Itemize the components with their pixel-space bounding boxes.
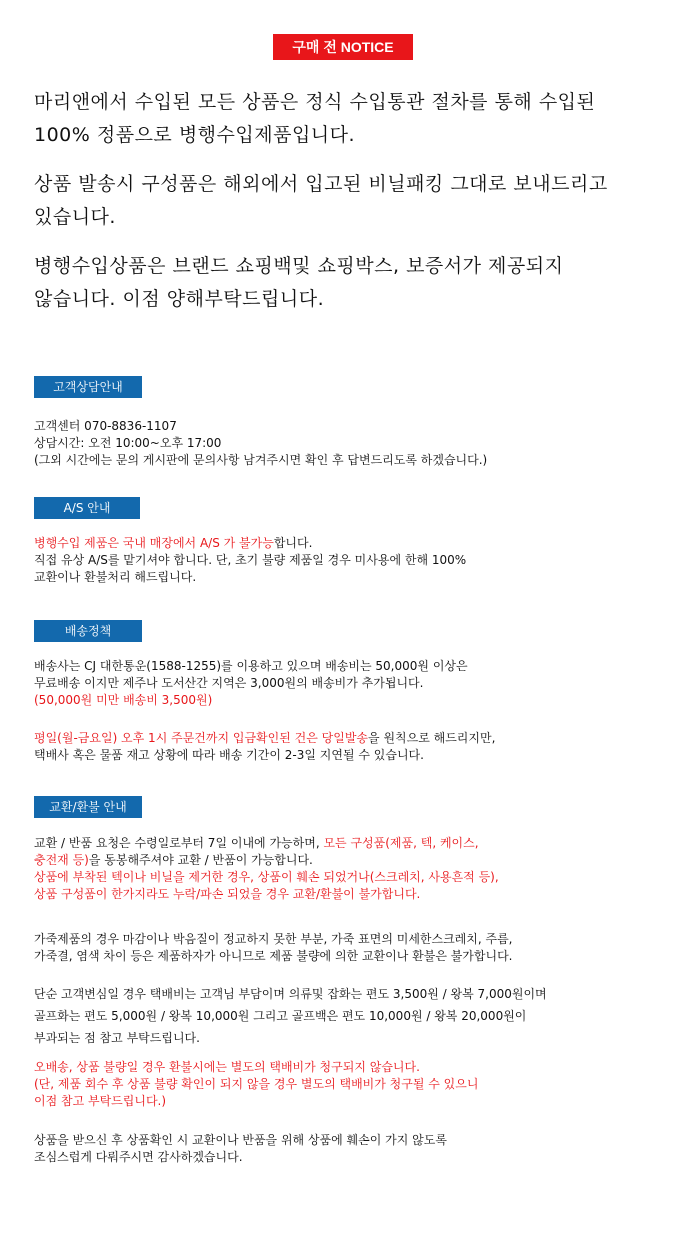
notice-badge: 구매 전 NOTICE [273,34,413,60]
shipping-line-suffix: 을 원칙으로 해드리지만, [368,731,496,745]
shipping-line: 택배사 혹은 물품 재고 상황에 따라 배송 기간이 2-3일 지연될 수 있습니다. [34,748,424,762]
cs-line: 상담시간: 오전 10:00~오후 17:00 [34,436,222,450]
exchange-components-note: 모든 구성품(제품, 텍, 케이스, [323,836,479,850]
as-line-suffix: 합니다. [273,536,313,550]
shipping-fee-note: (50,000원 미만 배송비 3,500원) [34,693,213,707]
as-line [34,535,684,552]
exchange-fees-text [34,983,684,1049]
customer-service-text [34,418,684,469]
exchange-line: 가죽결, 염색 차이 등은 제품하자가 아니므로 제품 불량에 의한 교환이나 환불은 불가합니다. [34,949,513,963]
exchange-components-note: 충전재 등) [34,853,89,867]
exchange-text-2 [34,931,684,965]
as-line: 교환이나 환불처리 해드립니다. [34,570,197,584]
exchange-line: 부과되는 점 참고 부탁드립니다. [34,1031,200,1045]
shipping-text [34,658,684,709]
intro-line: 않습니다. 이점 양해부탁드립니다. [34,288,325,310]
intro-paragraph-3 [34,250,674,316]
as-warning: 병행수입 제품은 국내 매장에서 A/S 가 불가능 [34,536,274,550]
section-heading-exchange: 교환/환불 안내 [34,796,142,818]
exchange-warning: 상품 구성품이 한가지라도 누락/파손 되었을 경우 교환/환불이 불가합니다. [34,887,421,901]
exchange-warning: (단, 제품 회수 후 상품 불량 확인이 되지 않을 경우 별도의 택배비가 청구될 수 있으니 [34,1077,479,1091]
exchange-line-suffix: 을 동봉해주셔야 교환 / 반품이 가능합니다. [88,853,313,867]
exchange-warning: 상품에 부착된 텍이나 비닐을 제거한 경우, 상품이 훼손 되었거나(스크레치, 사용흔적 등), [34,870,499,884]
exchange-closing-text [34,1132,684,1166]
exchange-line: 상품을 받으신 후 상품확인 시 교환이나 반품을 위해 상품에 훼손이 가지 않도록 [34,1133,447,1147]
exchange-misdelivery-text [34,1059,684,1110]
intro-line: 있습니다. [34,206,116,228]
exchange-line: 가죽제품의 경우 마감이나 박음질이 정교하지 못한 부분, 가죽 표면의 미세한스크레치, 주름, [34,932,513,946]
exchange-line [34,852,684,869]
intro-line: 마리앤에서 수입된 모든 상품은 정식 수입통관 절차를 통해 수입된 [34,91,596,113]
intro-line: 100% 정품으로 병행수입제품입니다. [34,124,356,146]
shipping-line: 무료배송 이지만 제주나 도서산간 지역은 3,000원의 배송비가 추가됩니다. [34,676,424,690]
as-line: 직접 유상 A/S를 맡기셔야 합니다. 단, 초기 불량 제품일 경우 미사용에 한해 100% [34,553,467,567]
exchange-warning: 오배송, 상품 불량일 경우 환불시에는 별도의 택배비가 청구되지 않습니다. [34,1060,420,1074]
exchange-line: 조심스럽게 다뤄주시면 감사하겠습니다. [34,1150,243,1164]
section-heading-shipping: 배송정책 [34,620,142,642]
intro-paragraph-2 [34,168,674,234]
intro-paragraph-1 [34,86,674,152]
cs-line: 고객센터 070-8836-1107 [34,419,177,433]
same-day-dispatch-note: 평일(월-금요일) 오후 1시 주문건까지 입금확인된 건은 당일발송 [34,731,369,745]
exchange-text-1 [34,835,684,903]
exchange-warning: 이점 참고 부탁드립니다.) [34,1094,167,1108]
section-heading-as: A/S 안내 [34,497,140,519]
shipping-dispatch-text [34,730,684,764]
shipping-line: 배송사는 CJ 대한통운(1588-1255)를 이용하고 있으며 배송비는 50,000원 이상은 [34,659,468,673]
as-text [34,535,684,586]
exchange-line [34,835,684,852]
exchange-line: 골프화는 편도 5,000원 / 왕복 10,000원 그리고 골프백은 편도 10,000원 / 왕복 20,000원이 [34,1009,527,1023]
intro-line: 병행수입상품은 브랜드 쇼핑백및 쇼핑박스, 보증서가 제공되지 [34,255,564,277]
exchange-line: 단순 고객변심일 경우 택배비는 고객님 부담이며 의류및 잡화는 편도 3,500원 / 왕복 7,000원이며 [34,987,547,1001]
exchange-line-prefix: 교환 / 반품 요청은 수령일로부터 7일 이내에 가능하며, [34,836,324,850]
cs-line: (그외 시간에는 문의 게시판에 문의사항 남겨주시면 확인 후 답변드리도록 하겠습니다.) [34,453,488,467]
shipping-line [34,730,684,747]
intro-line: 상품 발송시 구성품은 해외에서 입고된 비닐패킹 그대로 보내드리고 [34,173,608,195]
section-heading-customer-service: 고객상담안내 [34,376,142,398]
